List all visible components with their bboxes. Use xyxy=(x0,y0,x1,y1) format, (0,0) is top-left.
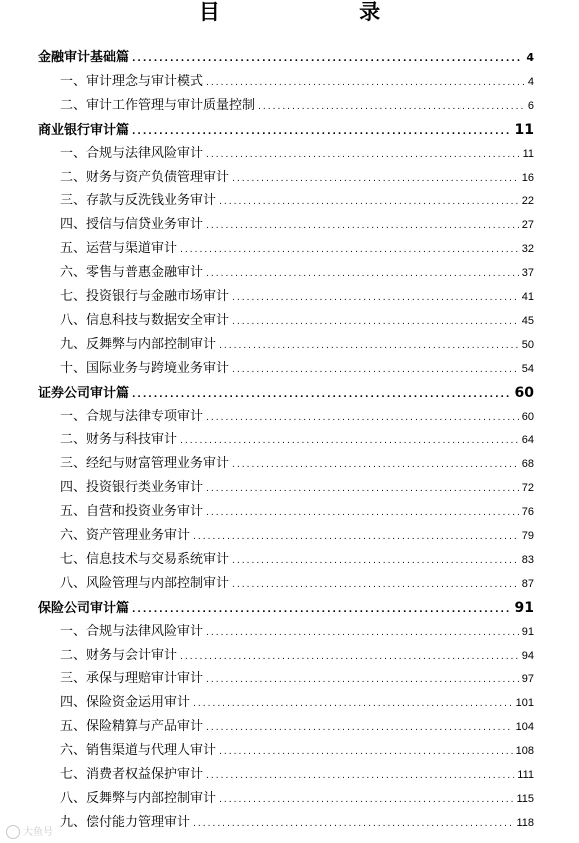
toc-entry-page-number: 91 xyxy=(514,599,534,616)
page-title: 目 录 xyxy=(198,0,447,24)
dot-leader xyxy=(180,430,519,452)
dot-leader xyxy=(206,717,513,739)
toc-entry-label: 四、授信与信贷业务审计 xyxy=(60,217,204,233)
toc-entry-page-number: 60 xyxy=(521,410,534,423)
toc-entry-page-number: 83 xyxy=(521,553,534,566)
dot-leader xyxy=(206,407,519,429)
toc-entry-page-number: 4 xyxy=(527,75,534,88)
toc-part-entry[interactable] xyxy=(38,382,534,404)
toc-entry-label: 三、承保与理赔审计审计 xyxy=(60,671,204,687)
toc-entry-label: 五、保险精算与产品审计 xyxy=(60,719,204,735)
toc-entry-page-number: 91 xyxy=(521,625,534,638)
toc-chapter-entry[interactable] xyxy=(60,286,534,308)
toc-entry-label: 六、资产管理业务审计 xyxy=(60,528,191,543)
toc-chapter-entry[interactable] xyxy=(60,621,534,643)
toc-chapter-entry[interactable] xyxy=(60,477,534,499)
toc-entry-page-number: 37 xyxy=(521,267,534,280)
dot-leader xyxy=(232,311,519,333)
dot-leader xyxy=(193,813,513,835)
watermark-text: 大鱼号 xyxy=(23,827,53,838)
toc-entry-label: 九、偿付能力管理审计 xyxy=(60,814,191,830)
toc-entry-page-number: 60 xyxy=(514,384,534,401)
toc-chapter-entry[interactable] xyxy=(60,668,534,690)
toc-entry-page-number: 87 xyxy=(521,577,534,590)
toc-entry-page-number: 11 xyxy=(522,147,534,160)
toc-entry-label: 金融审计基础篇 xyxy=(38,50,130,65)
dot-leader xyxy=(180,646,519,668)
dot-leader xyxy=(206,215,519,237)
toc-entry-label: 六、零售与普惠金融审计 xyxy=(60,265,204,281)
toc-entry-page-number: 27 xyxy=(521,219,534,232)
dot-leader xyxy=(206,765,514,787)
dot-leader xyxy=(132,384,512,406)
dot-leader xyxy=(258,96,525,118)
toc-entry-page-number: 6 xyxy=(527,99,534,112)
toc-chapter-entry[interactable] xyxy=(60,549,534,571)
toc-part-entry[interactable] xyxy=(38,119,534,141)
toc-entry-page-number: 108 xyxy=(515,745,534,758)
toc-chapter-entry[interactable] xyxy=(60,238,534,260)
toc-entry-page-number: 22 xyxy=(521,195,534,208)
toc-entry-label: 三、经纪与财富管理业务审计 xyxy=(60,456,230,472)
dot-leader xyxy=(232,550,519,572)
toc-entry-page-number: 79 xyxy=(521,530,534,542)
toc-part-entry[interactable] xyxy=(38,597,534,619)
toc-entry-page-number: 41 xyxy=(521,291,534,303)
toc-entry-label: 七、投资银行与金融市场审计 xyxy=(60,289,230,304)
dot-leader xyxy=(219,741,513,763)
dot-leader xyxy=(232,287,519,309)
toc-chapter-entry[interactable] xyxy=(60,358,534,380)
toc-entry-page-number: 64 xyxy=(521,434,534,447)
dot-leader xyxy=(180,239,519,261)
dot-leader xyxy=(206,263,519,285)
dot-leader xyxy=(132,599,512,621)
toc-entry-label: 九、反舞弊与内部控制审计 xyxy=(60,336,217,352)
toc-entry-label: 一、合规与法律专项审计 xyxy=(60,408,204,424)
toc-entry-label: 商业银行审计篇 xyxy=(38,122,130,138)
toc-entry-page-number: 45 xyxy=(521,314,534,327)
toc-entry-label: 七、信息技术与交易系统审计 xyxy=(60,551,230,567)
toc-chapter-entry[interactable] xyxy=(60,310,534,332)
toc-entry-page-number: 50 xyxy=(521,338,534,351)
toc-entry-page-number: 16 xyxy=(521,171,534,184)
toc-entry-page-number: 118 xyxy=(516,816,534,829)
toc-chapter-entry[interactable] xyxy=(60,143,534,165)
toc-entry-label: 二、财务与科技审计 xyxy=(60,432,178,448)
watermark xyxy=(6,823,53,839)
toc-chapter-entry[interactable] xyxy=(60,214,534,236)
dot-leader xyxy=(206,669,519,691)
toc-entry-page-number: 97 xyxy=(521,673,534,686)
toc-chapter-entry[interactable] xyxy=(60,190,534,212)
dot-leader xyxy=(219,789,513,811)
toc-entry-label: 五、运营与渠道审计 xyxy=(60,241,178,257)
toc-entry-label: 四、保险资金运用审计 xyxy=(60,695,191,711)
dot-leader xyxy=(193,526,519,548)
toc-entry-label: 一、审计理念与审计模式 xyxy=(60,73,204,89)
toc-chapter-entry[interactable] xyxy=(60,167,534,189)
toc-entry-page-number: 11 xyxy=(514,121,534,138)
toc-chapter-entry[interactable] xyxy=(60,740,534,762)
toc-chapter-entry[interactable] xyxy=(60,716,534,738)
toc-entry-label: 八、信息科技与数据安全审计 xyxy=(60,312,230,328)
dot-leader xyxy=(232,454,519,476)
dot-leader xyxy=(132,48,523,70)
toc-entry-label: 十、国际业务与跨境业务审计 xyxy=(60,360,230,376)
toc-entry-page-number: 4 xyxy=(526,51,534,64)
toc-entry-page-number: 101 xyxy=(515,697,534,710)
dot-leader xyxy=(232,359,519,381)
toc-entry-label: 五、自营和投资业务审计 xyxy=(60,504,204,520)
toc-entry-page-number: 94 xyxy=(521,649,534,662)
toc-chapter-entry[interactable] xyxy=(60,95,534,117)
toc-chapter-entry[interactable] xyxy=(60,645,534,667)
toc-entry-label: 二、财务与会计审计 xyxy=(60,647,178,663)
toc-entry-label: 证券公司审计篇 xyxy=(38,385,130,401)
toc-entry-label: 八、风险管理与内部控制审计 xyxy=(60,575,230,591)
toc-entry-page-number: 76 xyxy=(521,506,534,519)
dot-leader xyxy=(232,574,519,596)
dot-leader xyxy=(232,168,519,190)
toc-chapter-entry[interactable] xyxy=(60,692,534,714)
toc-chapter-entry[interactable] xyxy=(60,573,534,595)
toc-chapter-entry[interactable] xyxy=(60,812,534,834)
toc-entry-page-number: 104 xyxy=(515,721,534,734)
toc-entry-label: 六、销售渠道与代理人审计 xyxy=(60,743,217,759)
toc-entry-label: 二、财务与资产负债管理审计 xyxy=(60,169,230,185)
toc-chapter-entry[interactable] xyxy=(60,406,534,428)
toc-chapter-entry[interactable] xyxy=(60,788,534,810)
toc-entry-page-number: 54 xyxy=(521,362,534,375)
toc-entry-page-number: 115 xyxy=(516,792,534,805)
dot-leader xyxy=(219,335,519,357)
dot-leader xyxy=(193,693,513,715)
toc-entry-label: 一、合规与法律风险审计 xyxy=(60,623,204,639)
toc-entry-page-number: 68 xyxy=(521,458,534,471)
toc-entry-label: 一、合规与法律风险审计 xyxy=(60,145,204,161)
toc-chapter-entry[interactable] xyxy=(60,453,534,475)
toc-chapter-entry[interactable] xyxy=(60,764,534,786)
toc-entry-label: 三、存款与反洗钱业务审计 xyxy=(60,193,217,209)
toc-chapter-entry[interactable] xyxy=(60,501,534,523)
watermark-logo-icon xyxy=(6,825,20,839)
toc-chapter-entry[interactable] xyxy=(60,262,534,284)
toc-chapter-entry[interactable] xyxy=(60,334,534,356)
toc-entry-label: 二、审计工作管理与审计质量控制 xyxy=(60,97,256,113)
dot-leader xyxy=(206,72,525,94)
dot-leader xyxy=(206,478,519,500)
dot-leader xyxy=(206,144,520,166)
dot-leader xyxy=(219,191,519,213)
toc-chapter-entry[interactable] xyxy=(60,525,534,547)
toc-entry-page-number: 72 xyxy=(521,482,534,495)
dot-leader xyxy=(132,121,512,143)
dot-leader xyxy=(206,502,519,524)
toc-entry-label: 八、反舞弊与内部控制审计 xyxy=(60,790,217,806)
toc-entry-label: 七、消费者权益保护审计 xyxy=(60,767,204,782)
toc-chapter-entry[interactable] xyxy=(60,71,534,93)
toc-chapter-entry[interactable] xyxy=(60,429,534,451)
dot-leader xyxy=(206,622,519,644)
toc-part-entry[interactable] xyxy=(38,47,534,69)
toc-entry-label: 保险公司审计篇 xyxy=(38,600,130,616)
toc-entry-page-number: 32 xyxy=(521,243,534,256)
toc-entry-page-number: 111 xyxy=(517,769,534,781)
toc-entry-label: 四、投资银行类业务审计 xyxy=(60,480,204,496)
